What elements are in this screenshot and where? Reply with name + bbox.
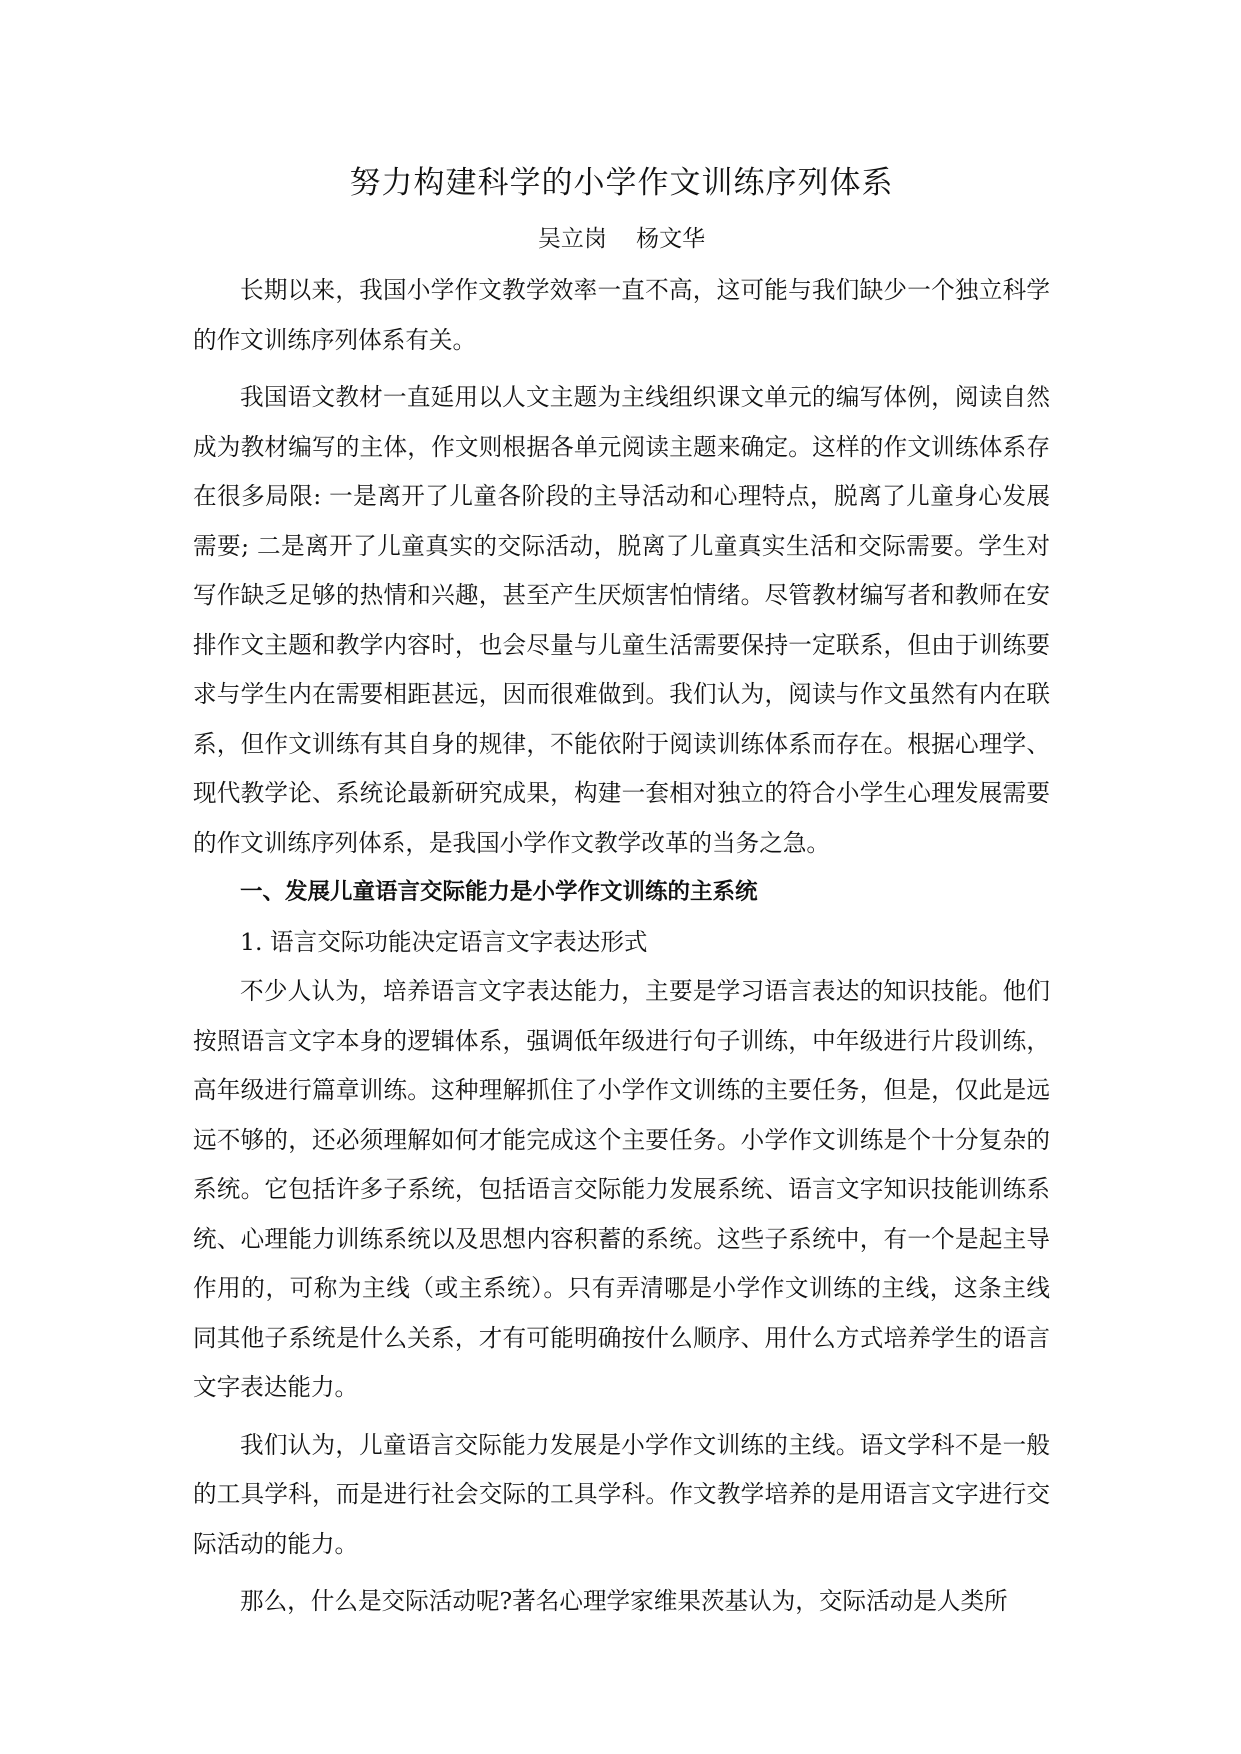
body-paragraph-1: 不少人认为，培养语言文字表达能力，主要是学习语言表达的知识技能。他们按照语言文字本身的逻辑体系，强调低年级进行句子训练，中年级进行片段训练，高年级进行篇章训练。这种理解抓住了小学作文训练的主要任务，但是，仅此是远远不够的，还必须理解如何才能完成这个主要任务。小学作文训练是个十分复杂的系统。它包括许多子系统，包括语言交际能力发展系统、语言文字知识技能训练系统、心理能力训练系统以及思想内容积蓄的系统。这些子系统中，有一个是起主导作用的，可称为主线（或主系统）。只有弄清哪是小学作文训练的主线，这条主线同其他子系统是什么关系，才有可能明确按什么顺序、用什么方式培养学生的语言文字表达能力。	[193, 977, 1050, 1401]
body-paragraph-3: 那么，什么是交际活动呢?著名心理学家维果茨基认为，交际活动是人类所	[240, 1587, 1008, 1615]
intro-paragraph-2: 我国语文教材一直延用以人文主题为主线组织课文单元的编写体例，阅读自然成为教材编写的主体，作文则根据各单元阅读主题来确定。这样的作文训练体系存在很多局限: 一是离开了儿童各阶段的主导活动和心理特点，脱离了儿童身心发展需要; 二是离开了儿童真实的交际活动，脱离了儿童真实生活和交际需要。学生对写作缺乏足够的热情和兴趣，甚至产生厌烦害怕情绪。尽管教材编写者和教师在安排作文主题和教学内容时，也会尽量与儿童生活需要保持一定联系，但由于训练要求与学生内在需要相距甚远，因而很难做到。我们认为，阅读与作文虽然有内在联系，但作文训练有其自身的规律，不能依附于阅读训练体系而存在。根据心理学、现代教学论、系统论最新研究成果，构建一套相对独立的符合小学生心理发展需要的作文训练序列体系，是我国小学作文教学改革的当务之急。	[193, 383, 1050, 857]
document-authors: 吴立岗 杨文华	[537, 226, 706, 252]
body-paragraph-2: 我们认为，儿童语言交际能力发展是小学作文训练的主线。语文学科不是一般的工具学科，而是进行社会交际的工具学科。作文教学培养的是用语言文字进行交际活动的能力。	[193, 1430, 1050, 1558]
document-page	[193, 158, 1050, 1627]
document-title: 努力构建科学的小学作文训练序列体系	[349, 165, 894, 201]
intro-paragraph-1: 长期以来，我国小学作文教学效率一直不高，这可能与我们缺少一个独立科学的作文训练序列体系有关。	[193, 276, 1050, 354]
paragraph-gap	[193, 1413, 1050, 1421]
paragraph-gap	[193, 365, 1050, 373]
section-heading: 一、发展儿童语言交际能力是小学作文训练的主系统	[240, 879, 758, 905]
subsection-heading: 1. 语言交际功能决定语言文字表达形式	[240, 927, 648, 956]
paragraph-gap	[193, 1569, 1050, 1577]
